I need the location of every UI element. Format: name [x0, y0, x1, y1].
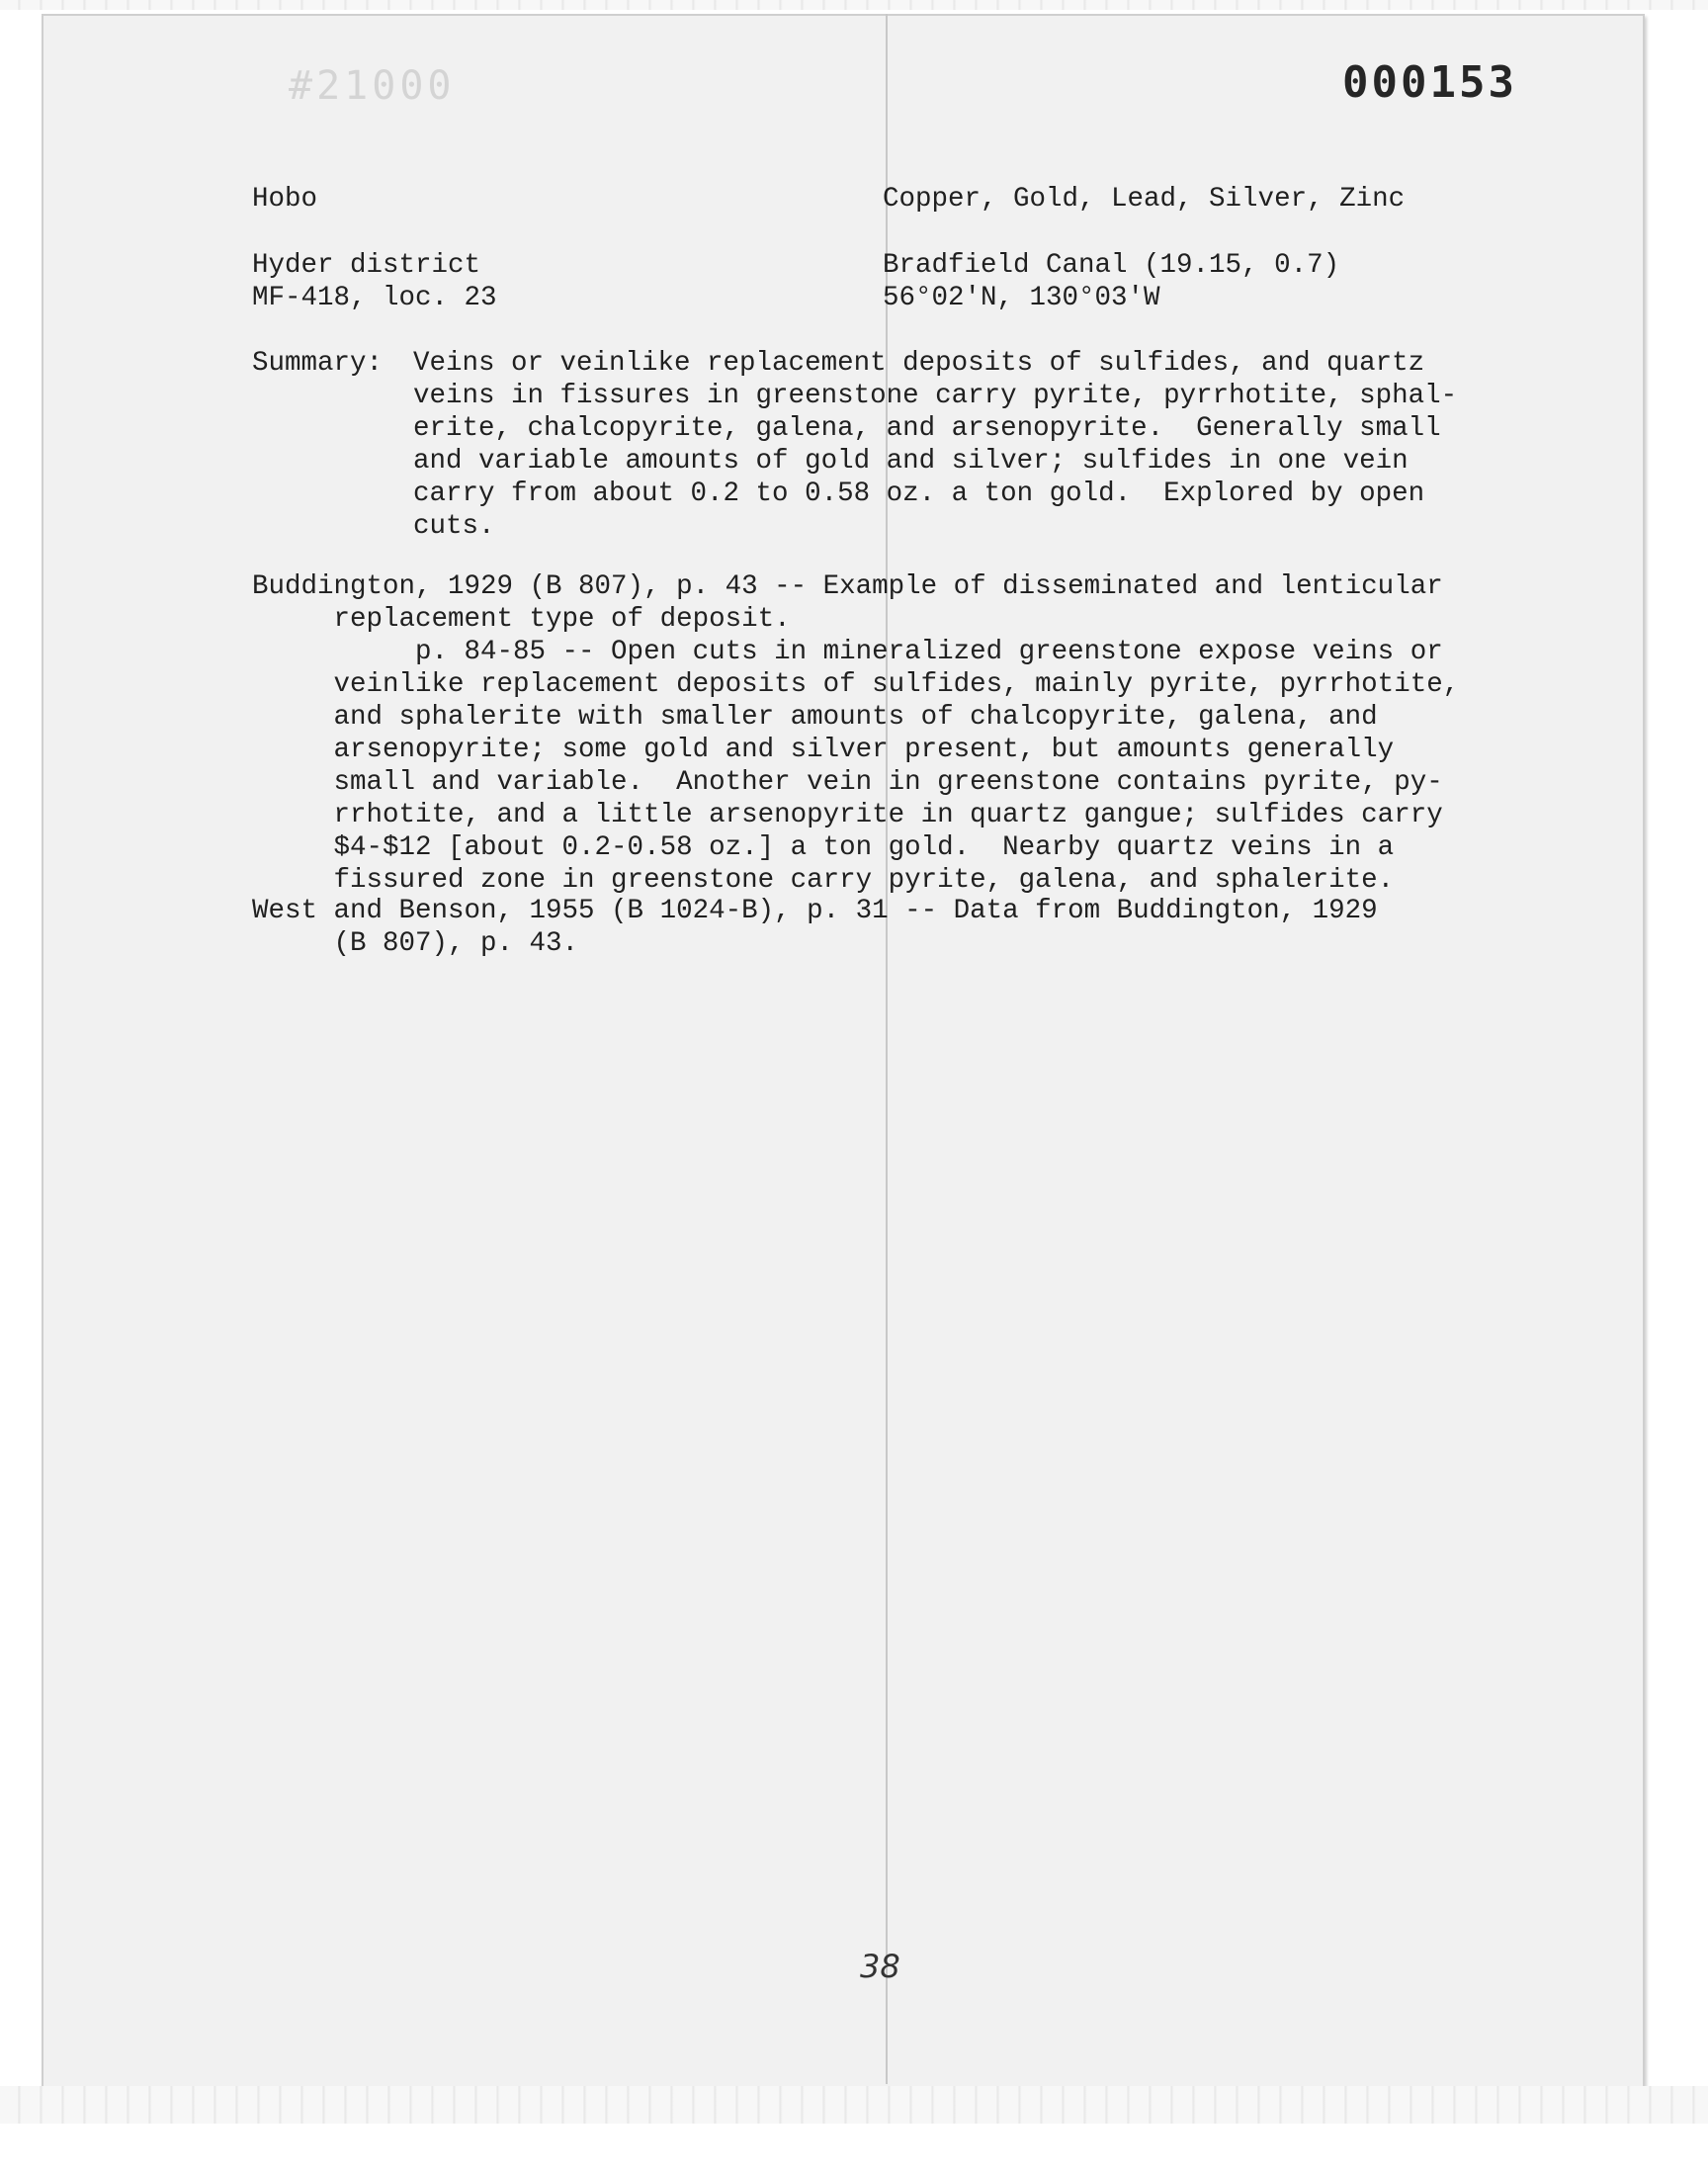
summary-line: carry from about 0.2 to 0.58 oz. a ton gold. Explored by open	[413, 478, 1425, 509]
summary-label: Summary:	[252, 348, 384, 379]
summary-line: Veins or veinlike replacement deposits of sulfides, and quartz	[413, 348, 1425, 379]
faint-stamp-number: #21000	[289, 63, 456, 109]
scan-edge-bottom	[0, 2086, 1708, 2124]
quadrangle: Bradfield Canal (19.15, 0.7)	[883, 250, 1340, 281]
page-number: 38	[860, 1948, 900, 1985]
reference-line: fissured zone in greenstone carry pyrite, galena, and sphalerite.	[252, 865, 1395, 896]
district: Hyder district	[252, 250, 481, 281]
document-page	[42, 14, 1645, 2088]
reference-line: West and Benson, 1955 (B 1024-B), p. 31 -- Data from Buddington, 1929	[252, 896, 1378, 926]
summary-line: cuts.	[413, 511, 495, 542]
commodities: Copper, Gold, Lead, Silver, Zinc	[883, 184, 1406, 215]
scan-edge-top	[0, 0, 1708, 10]
reference-line: Buddington, 1929 (B 807), p. 43 -- Example of disseminated and lenticular	[252, 571, 1443, 602]
reference-line: and sphalerite with smaller amounts of chalcopyrite, galena, and	[252, 702, 1378, 733]
coordinates: 56°02'N, 130°03'W	[883, 283, 1160, 313]
reference-line: (B 807), p. 43.	[252, 928, 579, 959]
summary-line: and variable amounts of gold and silver; sulfides in one vein	[413, 446, 1409, 477]
reference-line: small and variable. Another vein in greenstone contains pyrite, py-	[252, 767, 1443, 798]
summary-line: erite, chalcopyrite, galena, and arsenopyrite. Generally small	[413, 413, 1441, 444]
reference-line: arsenopyrite; some gold and silver present, but amounts generally	[252, 735, 1395, 765]
reference-line: $4-$12 [about 0.2-0.58 oz.] a ton gold. Nearby quartz veins in a	[252, 832, 1395, 863]
reference-line: veinlike replacement deposits of sulfides, mainly pyrite, pyrrhotite,	[252, 669, 1460, 700]
reference-line: p. 84-85 -- Open cuts in mineralized greenstone expose veins or	[252, 637, 1443, 667]
page-fold-line	[886, 14, 888, 2084]
reference-line: replacement type of deposit.	[252, 604, 791, 635]
document-number-stamp: 000153	[1342, 57, 1517, 108]
deposit-name: Hobo	[252, 184, 318, 215]
reference-line: rrhotite, and a little arsenopyrite in quartz gangue; sulfides carry	[252, 800, 1443, 830]
map-reference: MF-418, loc. 23	[252, 283, 497, 313]
summary-line: veins in fissures in greenstone carry pyrite, pyrrhotite, sphal-	[413, 381, 1458, 411]
